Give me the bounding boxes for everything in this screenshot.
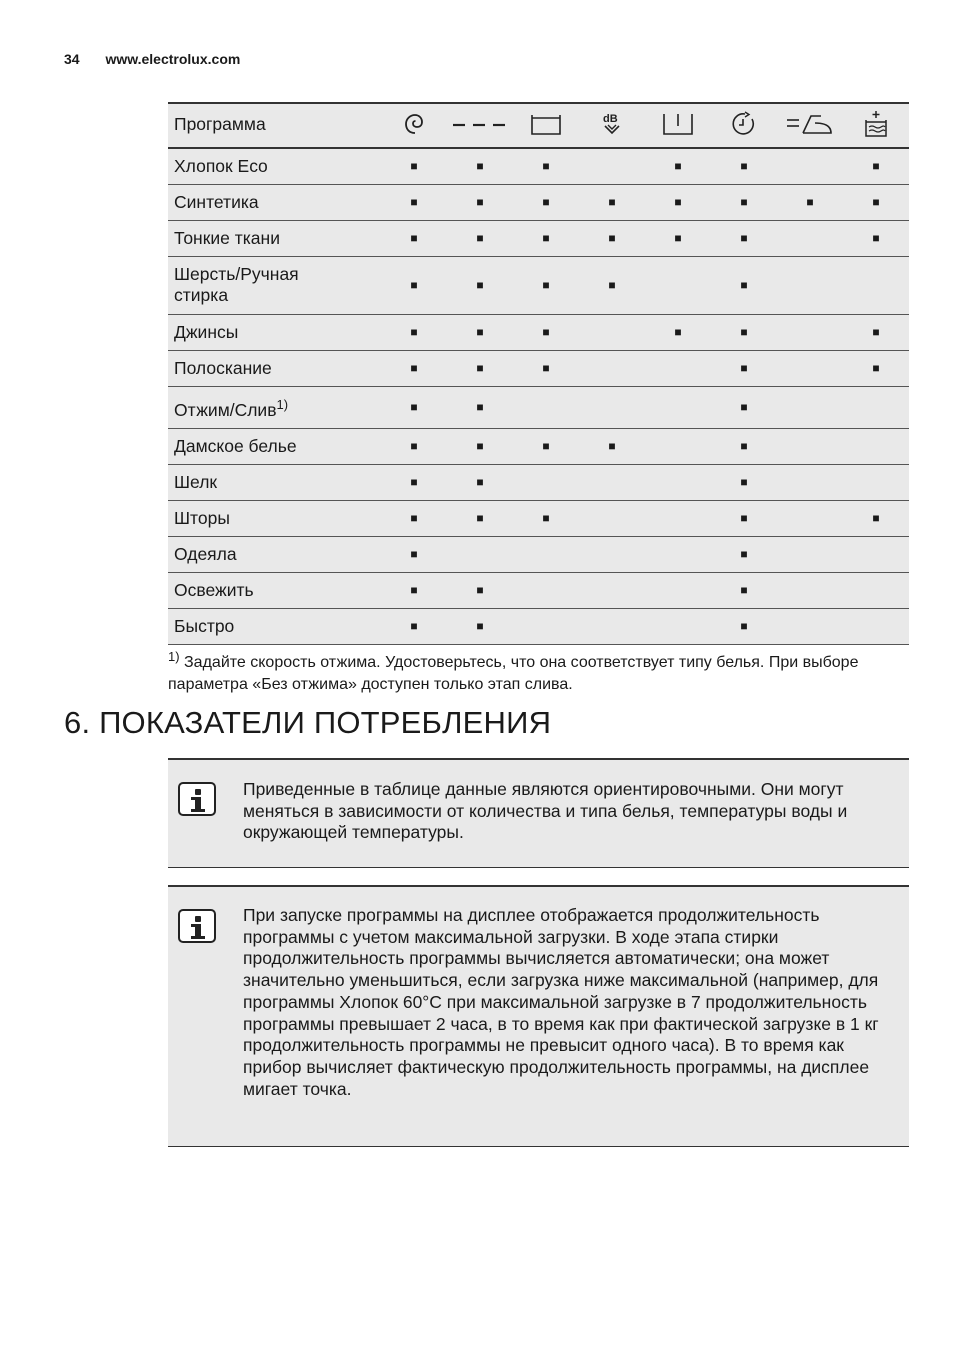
option-mark: ■ [542, 231, 550, 245]
table-row [168, 500, 909, 536]
option-mark: ■ [542, 195, 550, 209]
table-row [168, 464, 909, 500]
programme-name-text: Отжим/Слив [174, 399, 277, 420]
option-mark [843, 536, 909, 572]
option-mark: ■ [476, 511, 484, 525]
option-mark [579, 608, 645, 644]
option-mark: ■ [476, 325, 484, 339]
option-mark: ■ [542, 439, 550, 453]
option-mark [645, 572, 711, 608]
option-mark [777, 464, 843, 500]
option-mark [579, 500, 645, 536]
programme-name-text: Тонкие ткани [174, 227, 280, 248]
option-mark [645, 350, 711, 386]
option-mark [579, 536, 645, 572]
option-mark [579, 464, 645, 500]
column-header-time-save [711, 103, 777, 148]
section-title: 6. ПОКАЗАТЕЛИ ПОТРЕБЛЕНИЯ [64, 705, 552, 740]
programme-name-text: Шторы [174, 507, 230, 528]
table-row [168, 184, 909, 220]
option-mark [777, 148, 843, 184]
programme-name-text: Освежить [174, 579, 254, 600]
info-note-1 [168, 758, 909, 868]
option-mark [579, 350, 645, 386]
column-header-programme: Программа [174, 114, 266, 134]
option-mark: ■ [674, 159, 682, 174]
rinse-hold-icon [530, 112, 562, 136]
option-mark: ■ [740, 325, 748, 339]
option-mark: ■ [740, 400, 748, 414]
programme-name [168, 350, 381, 386]
option-mark: ■ [476, 400, 484, 414]
column-header-easy-iron [777, 103, 843, 148]
column-header-no-spin [447, 103, 513, 148]
table-row [168, 608, 909, 644]
option-mark: ■ [476, 475, 484, 489]
option-mark: ■ [410, 475, 418, 489]
option-mark [843, 386, 909, 428]
programme-name-text: Хлопок Eco [174, 155, 268, 176]
info-note-text: Приведенные в таблице данные являются ориентировочными. Они могут меняться в зависимости от количества и типа белья, температуры воды и окружающей температуры. [243, 779, 848, 843]
table-row [168, 386, 909, 428]
option-mark [777, 428, 843, 464]
option-mark: ■ [608, 278, 616, 292]
option-mark [645, 386, 711, 428]
programme-name [168, 314, 381, 350]
column-header-extra-rinse [843, 103, 909, 148]
option-mark: ■ [410, 159, 418, 174]
option-mark: ■ [476, 278, 484, 292]
footnote-marker: 1) [168, 649, 180, 664]
option-mark: ■ [872, 361, 880, 375]
option-mark [645, 428, 711, 464]
option-mark [843, 608, 909, 644]
info-note-2 [168, 885, 909, 1147]
site-url: www.electrolux.com [105, 51, 241, 67]
option-mark [777, 500, 843, 536]
table-row [168, 256, 909, 314]
option-mark: ■ [410, 325, 418, 339]
option-mark [777, 572, 843, 608]
table-header-row [168, 103, 909, 148]
column-header-spin [381, 103, 447, 148]
programme-options-table [168, 102, 909, 645]
programme-name [168, 220, 381, 256]
option-mark [513, 464, 579, 500]
column-header-night-cycle [579, 103, 645, 148]
table-row [168, 536, 909, 572]
option-mark: ■ [476, 159, 484, 174]
option-mark: ■ [740, 439, 748, 453]
option-mark: ■ [410, 439, 418, 453]
table-row [168, 220, 909, 256]
option-mark: ■ [542, 278, 550, 292]
option-mark: ■ [740, 361, 748, 375]
option-mark: ■ [410, 231, 418, 245]
info-icon [178, 782, 216, 816]
option-mark: ■ [542, 511, 550, 525]
programme-name-text: Быстро [174, 615, 235, 636]
table-row [168, 350, 909, 386]
time-save-icon [731, 111, 757, 137]
footnote-text: Задайте скорость отжима. Удостоверьтесь, что она соответствует типу белья. При выборе параметра «Без отжима» доступен только этап слива. [168, 654, 859, 693]
option-mark: ■ [872, 511, 880, 525]
option-mark: ■ [740, 511, 748, 525]
option-mark: ■ [740, 278, 748, 292]
option-mark: ■ [476, 619, 484, 633]
option-mark [447, 536, 513, 572]
table-row [168, 572, 909, 608]
option-mark: ■ [476, 361, 484, 375]
option-mark: ■ [674, 231, 682, 245]
programme-name-text: Шелк [174, 471, 218, 492]
programme-name-text: Дамское белье [174, 435, 297, 456]
programme-name [168, 386, 381, 428]
column-header-stains [645, 103, 711, 148]
option-mark [843, 428, 909, 464]
option-mark: ■ [608, 195, 616, 209]
spin-icon [403, 112, 425, 136]
option-mark [513, 572, 579, 608]
option-mark [645, 536, 711, 572]
option-mark: ■ [872, 195, 880, 209]
page-header [64, 51, 240, 67]
option-mark [777, 314, 843, 350]
option-mark [513, 386, 579, 428]
option-mark: ■ [740, 475, 748, 489]
programme-name-text: Одеяла [174, 543, 237, 564]
option-mark: ■ [740, 159, 748, 174]
extra-rinse-icon [863, 110, 889, 138]
option-mark [645, 464, 711, 500]
option-mark: ■ [806, 195, 814, 209]
option-mark: ■ [542, 325, 550, 339]
programme-name-text: Джинсы [174, 321, 239, 342]
option-mark: ■ [410, 361, 418, 375]
option-mark [579, 386, 645, 428]
option-mark: ■ [542, 361, 550, 375]
option-mark: ■ [476, 231, 484, 245]
table-row [168, 428, 909, 464]
info-note-text: При запуске программы на дисплее отображается продолжительность программы с учетом максимальной загрузки. В ходе этапа стирки продолжительность программы вычисляется автоматически; она может значительно уменьшиться, если загрузка ниже максимальной (например, для программы Хлопок 60°C при максимальной загрузке в 7 продолжительность программы превышает 2 часа, в то время как при фактической загрузке в 1 кг продолжительность программы не превысит одного часа). В то время как прибор вычисляет фактическую продолжительность программы, на дисплее мигает точка. [243, 905, 879, 1099]
table-row [168, 148, 909, 184]
info-icon [178, 909, 216, 943]
option-mark: ■ [608, 439, 616, 453]
option-mark: ■ [410, 583, 418, 597]
option-mark [843, 572, 909, 608]
programme-name [168, 500, 381, 536]
easy-iron-icon [785, 112, 835, 136]
option-mark: ■ [674, 325, 682, 339]
option-mark: ■ [740, 231, 748, 245]
option-mark: ■ [410, 619, 418, 633]
option-mark [579, 148, 645, 184]
programme-name-text: Полоскание [174, 357, 272, 378]
option-mark [777, 536, 843, 572]
option-mark: ■ [740, 619, 748, 633]
option-mark: ■ [410, 400, 418, 414]
option-mark: ■ [740, 547, 748, 561]
option-mark: ■ [476, 195, 484, 209]
programme-name [168, 572, 381, 608]
option-mark [513, 608, 579, 644]
option-mark: ■ [410, 195, 418, 209]
option-mark [645, 608, 711, 644]
option-mark: ■ [542, 159, 550, 174]
option-mark: ■ [872, 325, 880, 339]
footnote-reference: 1) [276, 396, 289, 412]
table-row [168, 314, 909, 350]
stains-icon [662, 112, 694, 136]
option-mark [777, 350, 843, 386]
option-mark: ■ [740, 195, 748, 209]
night-cycle-icon [600, 111, 624, 137]
programme-name-text: Шерсть/Ручная стирка [174, 264, 299, 305]
option-mark [777, 608, 843, 644]
option-mark: ■ [872, 159, 880, 174]
option-mark [843, 464, 909, 500]
option-mark [579, 314, 645, 350]
option-mark [513, 536, 579, 572]
option-mark [645, 256, 711, 314]
option-mark [777, 256, 843, 314]
option-mark [579, 572, 645, 608]
option-mark: ■ [674, 195, 682, 209]
option-mark [777, 386, 843, 428]
option-mark: ■ [410, 278, 418, 292]
page-number: 34 [64, 51, 80, 67]
option-mark: ■ [410, 511, 418, 525]
option-mark: ■ [476, 439, 484, 453]
option-mark: ■ [476, 583, 484, 597]
option-mark: ■ [608, 231, 616, 245]
programme-name [168, 428, 381, 464]
programme-name [168, 536, 381, 572]
option-mark: ■ [740, 583, 748, 597]
programme-name-text: Синтетика [174, 191, 259, 212]
column-header-rinse-hold [513, 103, 579, 148]
option-mark [645, 500, 711, 536]
programme-name [168, 148, 381, 184]
programme-name [168, 464, 381, 500]
option-mark: ■ [872, 231, 880, 245]
programme-name [168, 184, 381, 220]
programme-name [168, 256, 381, 314]
table-footnote [168, 646, 908, 696]
programme-name [168, 608, 381, 644]
option-mark: ■ [410, 547, 418, 561]
option-mark [843, 256, 909, 314]
no-spin-icon [451, 120, 509, 130]
svg-text:dB: dB [603, 113, 618, 125]
option-mark [777, 220, 843, 256]
